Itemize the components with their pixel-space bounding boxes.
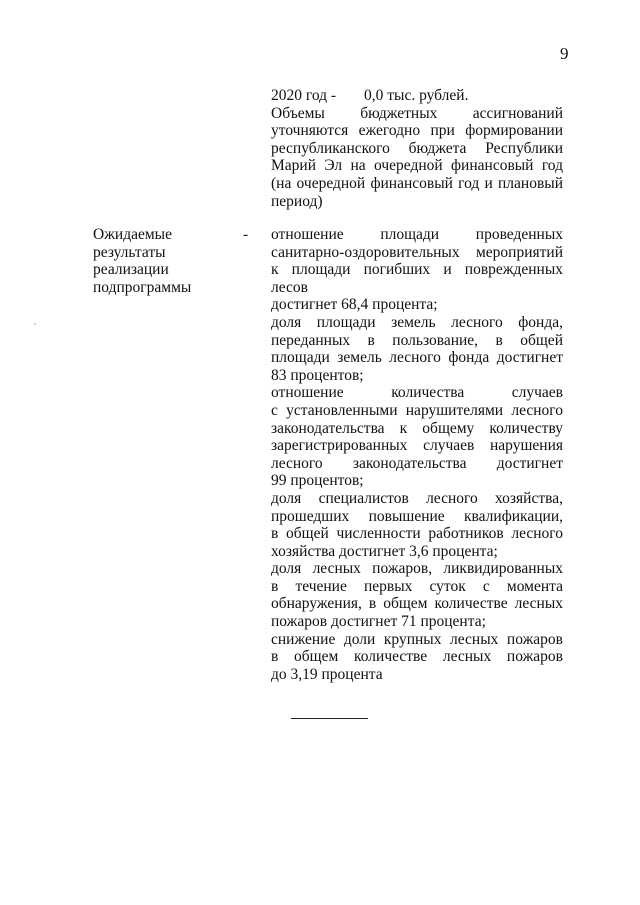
results-line: достигнет 68,4 процента; [271, 296, 438, 314]
results-line: законодательства к общему количеству [271, 419, 563, 437]
results-text [271, 226, 563, 683]
results-line: отношение площади проведенных [271, 226, 563, 243]
results-label [93, 226, 213, 296]
results-line: переданных в пользование, в общей [271, 331, 563, 349]
scan-speck [34, 323, 36, 325]
results-line: лесного законодательства достигнет [271, 454, 563, 472]
results-label-line: результаты [93, 243, 166, 261]
results-line: площади земель лесного фонда достигнет [271, 349, 563, 367]
results-line: хозяйства достигнет 3,6 процента; [271, 542, 498, 560]
funding-line: период) [271, 192, 323, 210]
results-line: к площади погибших и поврежденных лесов [271, 261, 563, 296]
results-line: санитарно-оздоровительных мероприятий [271, 243, 563, 261]
results-line: пожаров достигнет 71 процента; [271, 613, 486, 631]
funding-block [271, 87, 563, 210]
results-line: до 3,19 процента [271, 665, 383, 683]
funding-year-row [271, 87, 563, 105]
results-line: прошедших повышение квалификации, [271, 507, 563, 525]
results-label-line: реализации [93, 261, 169, 279]
results-dash: - [243, 226, 249, 243]
page-number: 9 [560, 44, 569, 63]
results-line: доля специалистов лесного хозяйства, [271, 489, 563, 507]
results-line: 99 процентов; [271, 472, 364, 490]
results-line: доля лесных пожаров, ликвидированных [271, 560, 563, 578]
results-line: обнаружения, в общем количестве лесных [271, 595, 563, 613]
results-line: доля площади земель лесного фонда, [271, 313, 563, 331]
results-label-line: Ожидаемые [93, 226, 172, 243]
results-line: в течение первых суток с момента [271, 577, 563, 595]
results-line: отношение количества случаев [271, 384, 563, 402]
results-label-line: подпрограммы [93, 278, 192, 296]
funding-line: уточняются ежегодно при формировании [271, 122, 563, 140]
funding-year-label: 2020 год - [271, 87, 337, 104]
results-line: с установленными нарушителями лесного [271, 401, 563, 419]
results-line: снижение доли крупных лесных пожаров [271, 630, 563, 648]
results-line: зарегистрированных случаев нарушения [271, 437, 563, 455]
funding-line: Марий Эл на очередной финансовый год [271, 157, 563, 175]
funding-line: республиканского бюджета Республики [271, 139, 563, 157]
results-line: в общей численности работников лесного [271, 525, 563, 543]
results-line: 83 процентов; [271, 366, 364, 384]
funding-line: Объемы бюджетных ассигнований [271, 104, 563, 122]
results-line: в общем количестве лесных пожаров [271, 648, 563, 666]
funding-line: (на очередной финансовый год и плановый [271, 174, 563, 192]
funding-amount: 0,0 тыс. рублей. [364, 87, 469, 104]
bottom-rule [291, 718, 368, 719]
